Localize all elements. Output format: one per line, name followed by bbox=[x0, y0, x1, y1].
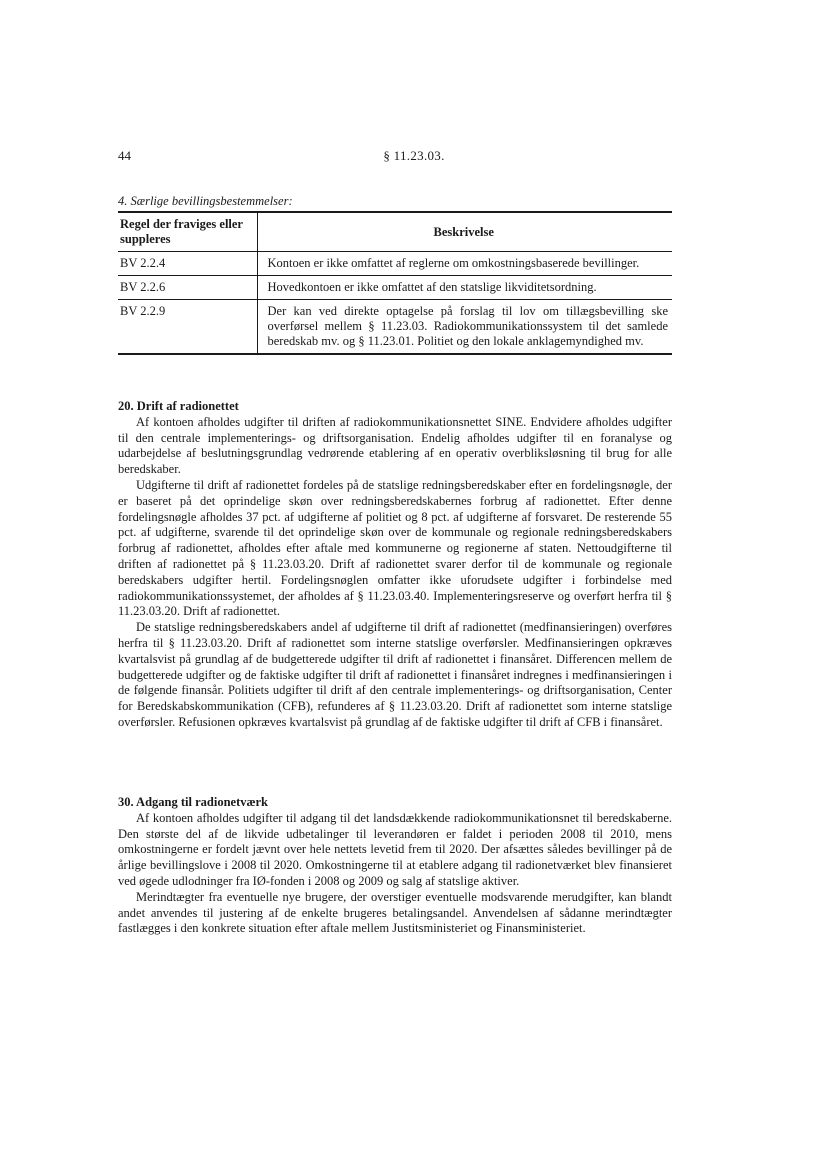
section-20-title: 20. Drift af radionettet bbox=[118, 399, 239, 413]
description-cell: Der kan ved direkte optagelse på forslag til lov om tillægsbevilling ske overførsel mellem § 11.23.03. Radiokommunikationssystem til det samlede beredskab mv. og § 11.23.01. Politiet og den lokale anklagemyndighed mv. bbox=[257, 300, 672, 355]
description-cell: Hovedkontoen er ikke omfattet af den statslige likviditetsordning. bbox=[257, 276, 672, 300]
rule-cell: BV 2.2.4 bbox=[118, 252, 257, 276]
section-30-paragraph-1: Af kontoen afholdes udgifter til adgang til det landsdækkende radiokommunikationsnet til beredskaberne. Den største del af de likvide udbetalinger til leverandøren er faldet i perioden 2008 til 2010, mens omkostningerne er fordelt jævnt over hele nettets levetid frem til 2020. Der afsættes således bevillinger på de årlige bevillingslove i 2008 til 2020. Omkostningerne til at etablere adgang til radionetværket blev finansieret ved øgede udlodninger fra IØ-fonden i 2008 og 2009 og salg af statslige aktiver. bbox=[118, 810, 672, 888]
section-20-paragraph-2: Udgifterne til drift af radionettet fordeles på de statslige redningsberedskaber efter en fordelingsnøgle, der er baseret på det oprindelige skøn over redningsberedskabernes forbrug af radionettet. Efter denne fordelingsnøgle afholdes 37 pct. af udgifterne af politiet og 8 pct. af udgifterne af forsvaret. De resterende 55 pct. af udgifterne, svarende til det oprindelige skøn over de kommunale og regionale redningsberedskabers forbrug af radionettet, afholdes efter aftale med kommunerne og regionerne af staten. Nettoudgifterne til driften af radionettet på § 11.23.03.20. Drift af radionettet svarer derfor til de kommunale og regionale beredskabers udgifter hertil. Fordelingsnøglen omfatter ikke uforudsete udgifter i forbindelse med radiokommunikationssystemet, der afholdes af § 11.23.03.40. Implementeringsreserve og overført herfra til § 11.23.03.20. Drift af radionettet. bbox=[118, 477, 672, 619]
appropriation-rules-table bbox=[118, 211, 672, 355]
section-30-title: 30. Adgang til radionetværk bbox=[118, 795, 269, 809]
section-20-paragraph-1: Af kontoen afholdes udgifter til driften af radiokommunikationsnettet SINE. Endvidere afholdes udgifter til den centrale implementerings- og driftsorganisation. Endelig afholdes udgifter til en foranalyse og udarbejdelse af beslutningsgrundlag vedrørende etablering af en operativ overbliksløsning til brug for alle beredskaber. bbox=[118, 414, 672, 477]
description-column-header: Beskrivelse bbox=[257, 212, 672, 252]
table-row bbox=[118, 276, 672, 300]
section-20-paragraph-3: De statslige redningsberedskabers andel af udgifterne til drift af radionettet (medfinansieringen) overføres herfra til § 11.23.03.20. Drift af radionettet som interne statslige overførsler. Medfinansieringen opkræves kvartalsvist på grundlag af de budgetterede udgifter til drift af radionettet i finansåret. Differencen mellem de budgetterede udgifter og de faktiske udgifter til drift af radionettet i finansåret indregnes i medfinansieringen i de følgende finansår. Politiets udgifter til drift af den centrale implementerings- og driftsorganisation, Center for Beredskabskommunikation (CFB), refunderes af § 11.23.03.20. Drift af radionettet som interne statslige overførsler. Refusionen opkræves kvartalsvist på grundlag af de faktiske udgifter til drift af CFB i finansåret. bbox=[118, 620, 672, 729]
section-adgang-til-radionetvaerk bbox=[118, 795, 672, 937]
description-cell: Kontoen er ikke omfattet af reglerne om omkostningsbaserede bevillinger. bbox=[257, 252, 672, 276]
rule-cell: BV 2.2.9 bbox=[118, 300, 257, 355]
section-heading: 4. Særlige bevillingsbestemmelser: bbox=[118, 194, 293, 208]
rule-cell: BV 2.2.6 bbox=[118, 276, 257, 300]
table-row bbox=[118, 300, 672, 355]
running-head: § 11.23.03. bbox=[383, 148, 445, 163]
table-row bbox=[118, 252, 672, 276]
section-drift-af-radionettet bbox=[118, 399, 672, 731]
page-number: 44 bbox=[118, 148, 131, 163]
section-30-paragraph-2: Merindtægter fra eventuelle nye brugere, der overstiger eventuelle modsvarende merudgifter, kan blandt andet anvendes til justering af de enkelte brugeres betalingsandel. Anvendelsen af sådanne merindtægter fastlægges i den konkrete situation efter aftale mellem Justitsministeriet og Finansministeriet. bbox=[118, 889, 672, 936]
table-header-row bbox=[118, 212, 672, 252]
rule-column-header: Regel der fraviges eller suppleres bbox=[118, 212, 257, 252]
